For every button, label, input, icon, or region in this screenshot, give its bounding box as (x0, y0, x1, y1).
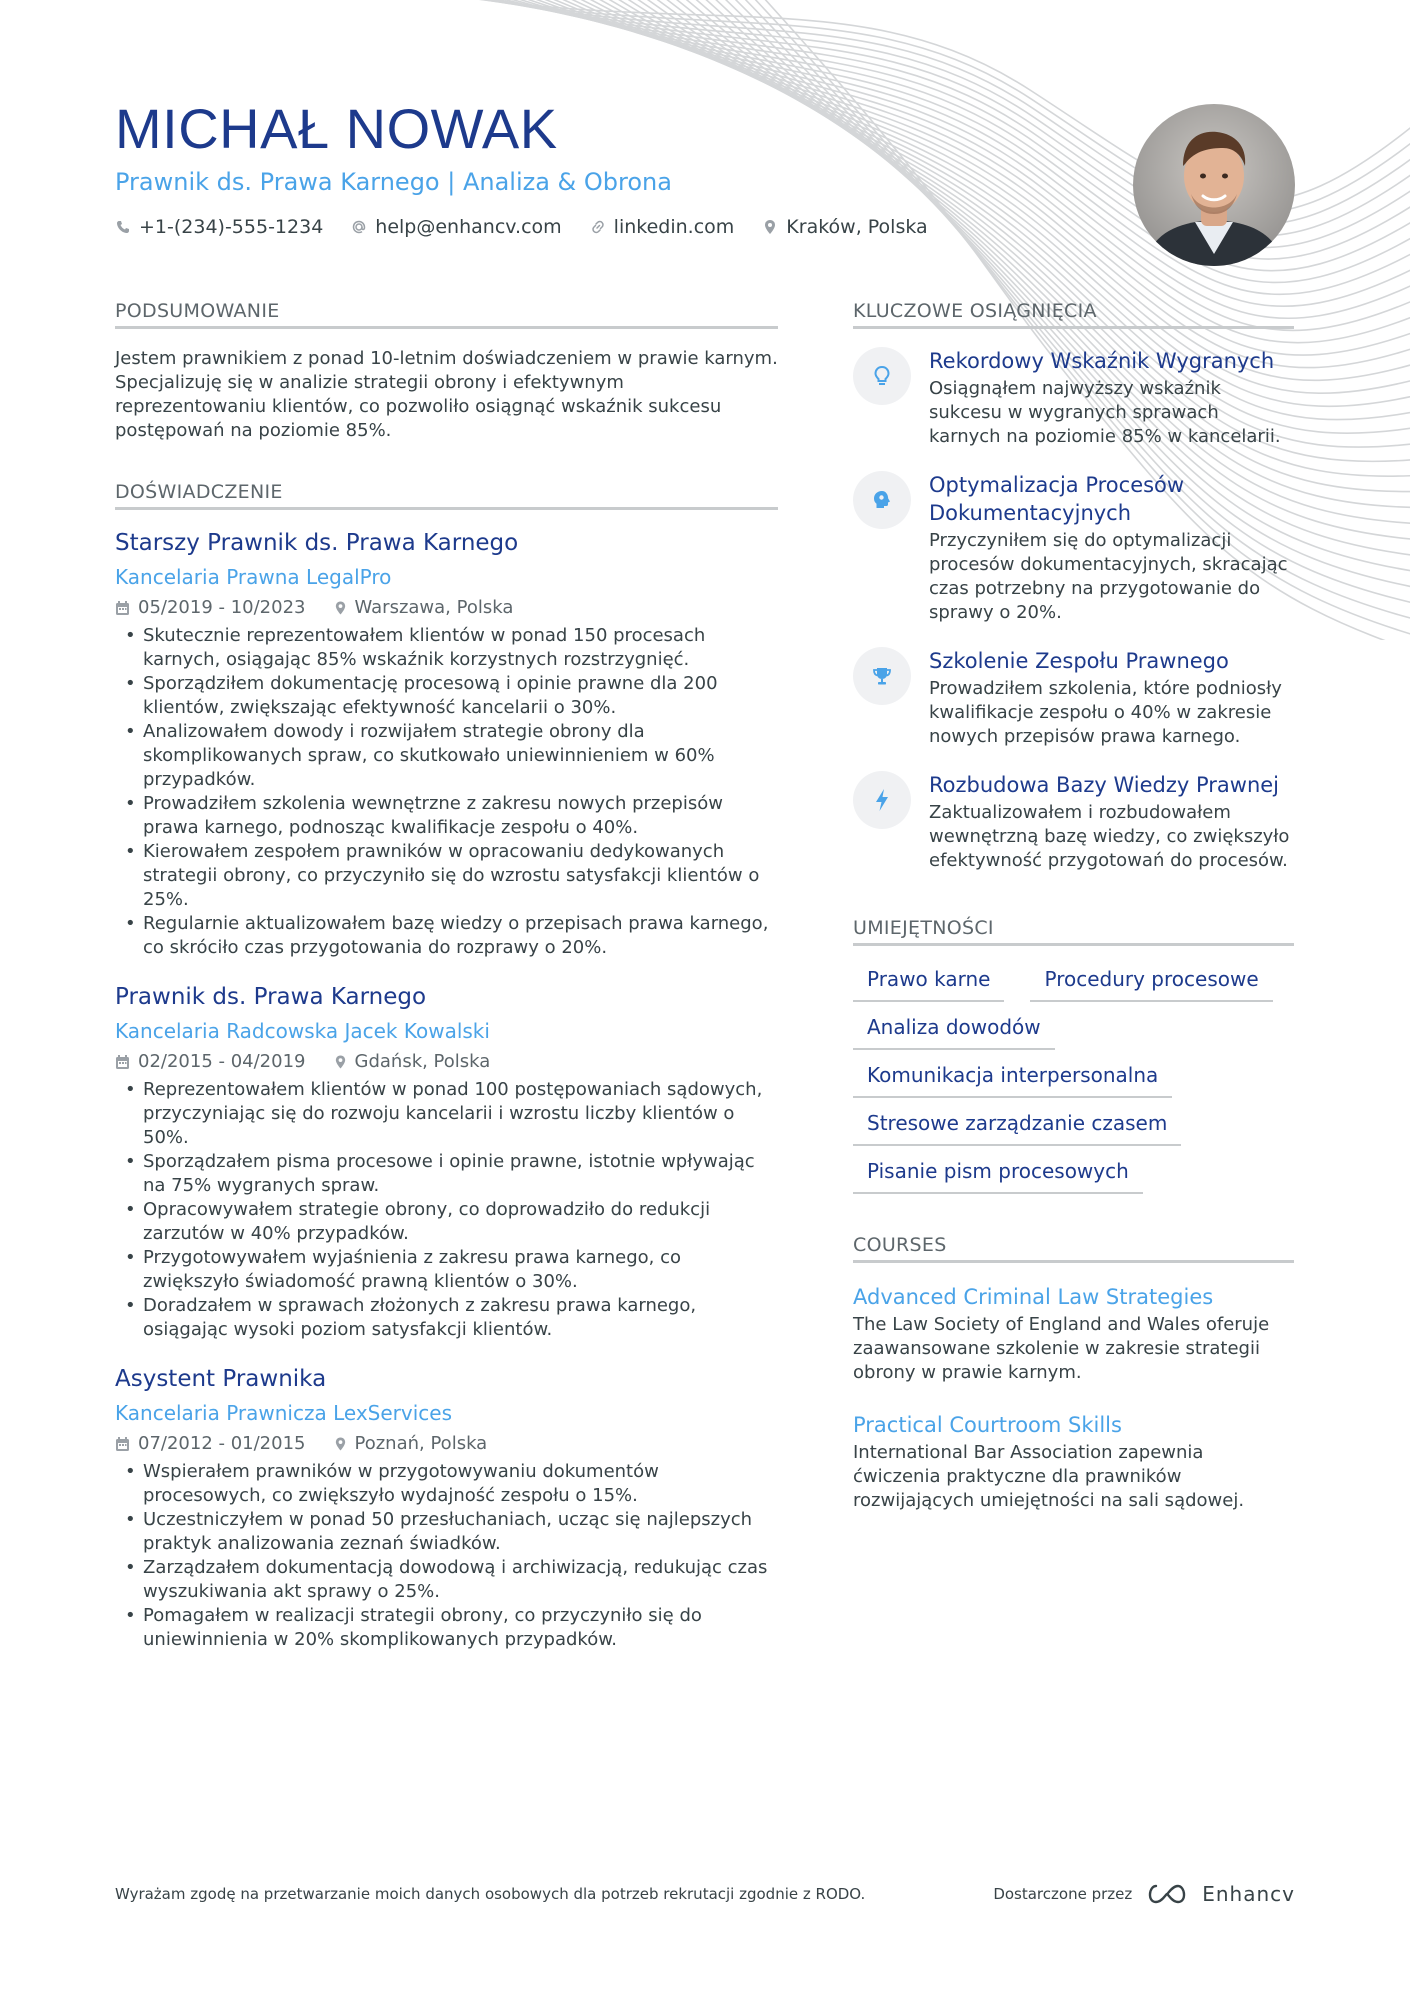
location-icon (334, 1054, 347, 1070)
achievement-title: Szkolenie Zespołu Prawnego (929, 649, 1229, 673)
skill-tag: Stresowe zarządzanie czasem (853, 1110, 1181, 1146)
achievement-title: Optymalizacja Procesów Dokumentacyjnych (929, 473, 1185, 525)
job-location (334, 1050, 491, 1074)
powered-by-label: Dostarczone przez (993, 1885, 1133, 1903)
brand-name: Enhancv (1202, 1882, 1295, 1906)
phone-icon (115, 219, 131, 235)
job-bullet: • Zarządzałem dokumentacją dowodową i archiwizacją, redukując czas wyszukiwania akt sprawy o 25%. (115, 1556, 778, 1604)
contact-phone-text: +1-(234)-555-1234 (139, 216, 324, 238)
page-footer (115, 1882, 1295, 1906)
job-dates (115, 1050, 306, 1074)
job-bullet: • Reprezentowałem klientów w ponad 100 postępowaniach sądowych, przyczyniając się do rozwoju kancelarii i wzrostu liczby klientów o 50%. (115, 1078, 778, 1150)
job-bullet: • Skutecznie reprezentowałem klientów w ponad 150 procesach karnych, osiągając 85% wskaźnik korzystnych rozstrzygnięć. (115, 624, 778, 672)
job-entry (115, 982, 778, 1342)
job-meta (115, 1050, 778, 1074)
candidate-title: Prawnik ds. Prawa Karnego | Analiza & Obrona (115, 168, 672, 196)
contact-list (115, 216, 1115, 238)
contact-location-text: Kraków, Polska (786, 216, 928, 238)
job-bullet: • Sporządziłem dokumentację procesową i opinie prawne dla 200 klientów, zwiększając efektywność kancelarii o 30%. (115, 672, 778, 720)
contact-linkedin[interactable] (590, 216, 735, 238)
job-location (334, 596, 514, 620)
job-bullet: • Prowadziłem szkolenia wewnętrzne z zakresu nowych przepisów prawa karnego, podnosząc kwalifikacje zespołu o 40%. (115, 792, 778, 840)
contact-linkedin-text: linkedin.com (613, 216, 735, 238)
achievement-desc: Prowadziłem szkolenia, które podniosły kwalifikacje zespołu o 40% w zakresie nowych przepisów prawa karnego. (929, 678, 1282, 747)
at-icon (351, 219, 367, 235)
achievement-desc: Przyczyniłem się do optymalizacji procesów dokumentacyjnych, skracając czas potrzebny na przygotowanie do sprawy o 20%. (929, 530, 1288, 623)
job-dates-text: 05/2019 - 10/2023 (138, 597, 306, 618)
skills-list (853, 966, 1294, 1194)
job-title: Prawnik ds. Prawa Karnego (115, 984, 427, 1010)
skill-tag: Pisanie pism procesowych (853, 1158, 1143, 1194)
summary-text: Jestem prawnikiem z ponad 10-letnim doświadczeniem w prawie karnym. Specjalizuję się w analizie strategii obrony i efektywnym reprezentowaniu klientów, co pozwoliło osiągnąć wskaźnik sukcesu postępowań na poziomie 85%. (115, 348, 778, 441)
lightbulb-icon (853, 347, 911, 405)
contact-location (762, 216, 927, 238)
job-dates (115, 1432, 306, 1456)
left-column (115, 300, 778, 1652)
job-bullets (115, 1460, 778, 1652)
skill-tag: Prawo karne (853, 966, 1004, 1002)
gdpr-consent: Wyrażam zgodę na przetwarzanie moich danych osobowych dla potrzeb rekrutacji zgodnie z RODO. (115, 1885, 866, 1903)
location-icon (762, 219, 778, 235)
job-title: Asystent Prawnika (115, 1366, 327, 1392)
job-dates-text: 02/2015 - 04/2019 (138, 1051, 306, 1072)
job-dates-text: 07/2012 - 01/2015 (138, 1433, 306, 1454)
summary-heading: PODSUMOWANIE (115, 300, 778, 329)
job-dates (115, 596, 306, 620)
course-desc: The Law Society of England and Wales oferuje zaawansowane szkolenie w zakresie strategii obrony w prawie karnym. (853, 1314, 1270, 1383)
courses-section (853, 1234, 1294, 1513)
experience-section (115, 481, 778, 1652)
contact-email[interactable] (351, 216, 561, 238)
skill-tag: Procedury procesowe (1030, 966, 1272, 1002)
course-desc: International Bar Association zapewnia ćwiczenia praktyczne dla prawników rozwijających umiejętności na sali sądowej. (853, 1442, 1245, 1511)
summary-section (115, 300, 778, 443)
experience-heading: DOŚWIADCZENIE (115, 481, 778, 510)
skill-tag: Komunikacja interpersonalna (853, 1062, 1172, 1098)
job-location (334, 1432, 488, 1456)
calendar-icon (115, 1436, 130, 1452)
resume-header (115, 96, 1115, 238)
achievement-item (853, 471, 1294, 625)
contact-email-text: help@enhancv.com (375, 216, 562, 238)
brain-icon (853, 471, 911, 529)
skill-tag: Analiza dowodów (853, 1014, 1055, 1050)
course-title: Advanced Criminal Law Strategies (853, 1285, 1214, 1309)
achievements-section (853, 300, 1294, 873)
profile-photo (1133, 104, 1295, 266)
job-bullet: • Analizowałem dowody i rozwijałem strategie obrony dla skomplikowanych spraw, co skutkowało uniewinnieniem w 60% przypadków. (115, 720, 778, 792)
course-item (853, 1411, 1294, 1513)
achievement-desc: Osiągnąłem najwyższy wskaźnik sukcesu w wygranych sprawach karnych na poziomie 85% w kancelarii. (929, 378, 1281, 447)
location-icon (334, 1436, 347, 1452)
achievement-title: Rozbudowa Bazy Wiedzy Prawnej (929, 773, 1280, 797)
courses-heading: COURSES (853, 1234, 1294, 1263)
job-entry (115, 528, 778, 960)
job-company: Kancelaria Prawnicza LexServices (115, 1401, 453, 1425)
job-bullets (115, 624, 778, 960)
job-entry (115, 1364, 778, 1652)
skills-section (853, 917, 1294, 1194)
job-company: Kancelaria Radcowska Jacek Kowalski (115, 1019, 490, 1043)
job-bullet: • Uczestniczyłem w ponad 50 przesłuchaniach, ucząc się najlepszych praktyk analizowania zeznań świadków. (115, 1508, 778, 1556)
lightning-icon (853, 771, 911, 829)
job-location-text: Warszawa, Polska (354, 597, 514, 618)
job-meta (115, 596, 778, 620)
link-icon (590, 219, 606, 235)
achievements-heading: KLUCZOWE OSIĄGNIĘCIA (853, 300, 1294, 329)
job-bullets (115, 1078, 778, 1342)
trophy-icon (853, 647, 911, 705)
achievement-title: Rekordowy Wskaźnik Wygranych (929, 349, 1275, 373)
course-item (853, 1283, 1294, 1385)
achievement-desc: Zaktualizowałem i rozbudowałem wewnętrzną bazę wiedzy, co zwiększyło efektywność przygotowań do procesów. (929, 802, 1290, 871)
job-title: Starszy Prawnik ds. Prawa Karnego (115, 530, 519, 556)
job-location-text: Poznań, Polska (354, 1433, 488, 1454)
enhancv-logo-icon (1144, 1882, 1190, 1906)
course-title: Practical Courtroom Skills (853, 1413, 1122, 1437)
location-icon (334, 600, 347, 616)
job-company: Kancelaria Prawna LegalPro (115, 565, 392, 589)
job-bullet: • Opracowywałem strategie obrony, co doprowadziło do redukcji zarzutów w 40% przypadków. (115, 1198, 778, 1246)
job-bullet: • Przygotowywałem wyjaśnienia z zakresu prawa karnego, co zwiększyło świadomość prawną klientów o 30%. (115, 1246, 778, 1294)
job-bullet: • Regularnie aktualizowałem bazę wiedzy o przepisach prawa karnego, co skróciło czas przygotowania do rozprawy o 20%. (115, 912, 778, 960)
calendar-icon (115, 1054, 130, 1070)
brand-credit[interactable] (993, 1882, 1295, 1906)
calendar-icon (115, 600, 130, 616)
job-bullet: • Kierowałem zespołem prawników w opracowaniu dedykowanych strategii obrony, co przyczyniło się do wzrostu satysfakcji klientów o 25%. (115, 840, 778, 912)
achievement-item (853, 771, 1294, 873)
job-bullet: • Sporządzałem pisma procesowe i opinie prawne, istotnie wpływając na 75% wygranych spraw. (115, 1150, 778, 1198)
right-column (853, 300, 1294, 1513)
job-bullet: • Wspierałem prawników w przygotowywaniu dokumentów procesowych, co zwiększyło wydajność zespołu o 15%. (115, 1460, 778, 1508)
job-bullet: • Pomagałem w realizacji strategii obrony, co przyczyniło się do uniewinnienia w 20% skomplikowanych przypadków. (115, 1604, 778, 1652)
skills-heading: UMIEJĘTNOŚCI (853, 917, 1294, 946)
achievement-item (853, 647, 1294, 749)
job-meta (115, 1432, 778, 1456)
job-location-text: Gdańsk, Polska (354, 1051, 491, 1072)
contact-phone[interactable] (115, 216, 323, 238)
candidate-name: MICHAŁ NOWAK (115, 97, 558, 160)
achievement-item (853, 347, 1294, 449)
job-bullet: • Doradzałem w sprawach złożonych z zakresu prawa karnego, osiągając wysoki poziom satysfakcji klientów. (115, 1294, 778, 1342)
